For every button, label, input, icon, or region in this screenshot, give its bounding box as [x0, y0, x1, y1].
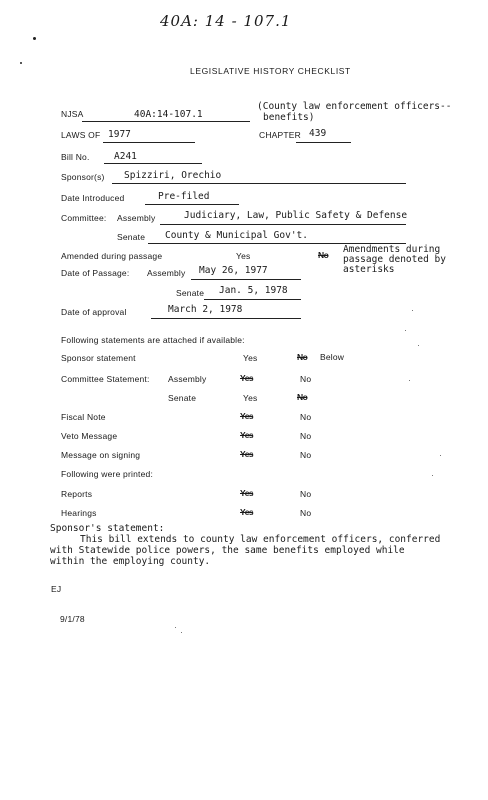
amended-note-line2: passage denoted by: [343, 254, 446, 265]
laws-of-underline: [103, 142, 195, 143]
committee-statement-senate-yes: Yes: [243, 393, 258, 403]
committee-senate-label: Senate: [117, 232, 146, 242]
initials: EJ: [51, 584, 62, 594]
committee-label: Committee:: [61, 213, 107, 223]
committee-assembly-value: Judiciary, Law, Public Safety & Defense: [184, 210, 408, 221]
signing-message-label: Message on signing: [61, 450, 141, 460]
amended-yes: Yes: [236, 251, 251, 261]
passage-senate-label: Senate: [176, 288, 205, 298]
sponsors-value: Spizziri, Orechio: [124, 170, 222, 181]
stray-mark: [33, 37, 36, 40]
passage-senate-underline: [204, 299, 301, 300]
laws-of-value: 1977: [108, 129, 131, 140]
sponsor-statement-no-struck: No: [297, 352, 308, 362]
sponsor-statement-yes: Yes: [243, 353, 258, 363]
approval-underline: [151, 318, 301, 319]
amended-no-struck: No: [318, 250, 329, 260]
date-introduced-underline: [145, 204, 239, 205]
chapter-underline: [296, 142, 351, 143]
passage-assembly-underline: [191, 279, 301, 280]
signing-message-yes-struck: Yes: [240, 449, 254, 459]
njsa-label: NJSA: [61, 109, 84, 119]
scan-speck: [432, 475, 433, 476]
committee-statement-assembly-yes-struck: Yes: [240, 373, 254, 383]
hearings-no: No: [300, 508, 312, 518]
njsa-underline: [82, 121, 250, 122]
passage-label: Date of Passage:: [61, 268, 130, 278]
fiscal-note-label: Fiscal Note: [61, 412, 106, 422]
reports-no: No: [300, 489, 312, 499]
chapter-label: CHAPTER: [259, 130, 302, 140]
committee-statement-assembly-no: No: [300, 374, 312, 384]
njsa-note-line2: benefits): [263, 112, 315, 123]
page-title: LEGISLATIVE HISTORY CHECKLIST: [190, 66, 351, 76]
amended-note-line3: asterisks: [343, 264, 395, 275]
passage-senate-value: Jan. 5, 1978: [219, 285, 288, 296]
amended-label: Amended during passage: [61, 251, 163, 261]
scan-speck: [418, 345, 419, 346]
committee-statement-senate-no-struck: No: [297, 392, 308, 402]
handwritten-reference: 40A: 14 - 107.1: [160, 12, 292, 30]
scan-speck: [175, 627, 176, 628]
chapter-value: 439: [309, 128, 327, 139]
bill-no-label: Bill No.: [61, 152, 90, 162]
approval-value: March 2, 1978: [168, 304, 243, 315]
committee-statement-label: Committee Statement:: [61, 374, 150, 384]
scan-speck: [409, 380, 410, 381]
scan-speck: [412, 310, 413, 311]
hearings-label: Hearings: [61, 508, 97, 518]
date-footer: 9/1/78: [60, 614, 85, 624]
veto-message-yes-struck: Yes: [240, 430, 254, 440]
bill-no-underline: [104, 163, 202, 164]
sponsor-statement-label: Sponsor statement: [61, 353, 136, 363]
committee-statement-senate-label: Senate: [168, 393, 197, 403]
sponsor-statement-line2: with Statewide police powers, the same benefits employed while: [50, 545, 405, 556]
scan-speck: [440, 455, 441, 456]
committee-assembly-underline: [160, 224, 406, 225]
date-introduced-value: Pre-filed: [158, 191, 210, 202]
amended-note-line1: Amendments during: [343, 244, 441, 255]
scan-speck: [405, 330, 406, 331]
laws-of-label: LAWS OF: [61, 130, 101, 140]
attached-heading: Following statements are attached if available:: [61, 335, 245, 345]
committee-statement-assembly-label: Assembly: [168, 374, 207, 384]
scan-speck: [181, 632, 182, 633]
hearings-yes-struck: Yes: [240, 507, 254, 517]
signing-message-no: No: [300, 450, 312, 460]
veto-message-label: Veto Message: [61, 431, 118, 441]
sponsor-statement-line3: within the employing county.: [50, 556, 211, 567]
reports-label: Reports: [61, 489, 93, 499]
njsa-note-line1: (County law enforcement officers--: [257, 101, 452, 112]
passage-assembly-label: Assembly: [147, 268, 186, 278]
sponsors-underline: [112, 183, 406, 184]
printed-heading: Following were printed:: [61, 469, 154, 479]
sponsor-statement-below: Below: [320, 352, 345, 362]
fiscal-note-no: No: [300, 412, 312, 422]
committee-assembly-label: Assembly: [117, 213, 156, 223]
sponsor-statement-heading: Sponsor's statement:: [50, 523, 165, 534]
sponsor-statement-line1: This bill extends to county law enforcement officers, conferred: [80, 534, 441, 545]
approval-label: Date of approval: [61, 307, 127, 317]
date-introduced-label: Date Introduced: [61, 193, 125, 203]
sponsors-label: Sponsor(s): [61, 172, 105, 182]
bill-no-value: A241: [114, 151, 137, 162]
stray-mark: [20, 62, 22, 64]
fiscal-note-yes-struck: Yes: [240, 411, 254, 421]
passage-assembly-value: May 26, 1977: [199, 265, 268, 276]
veto-message-no: No: [300, 431, 312, 441]
reports-yes-struck: Yes: [240, 488, 254, 498]
njsa-value: 40A:14-107.1: [134, 109, 203, 120]
committee-senate-value: County & Municipal Gov't.: [165, 230, 308, 241]
